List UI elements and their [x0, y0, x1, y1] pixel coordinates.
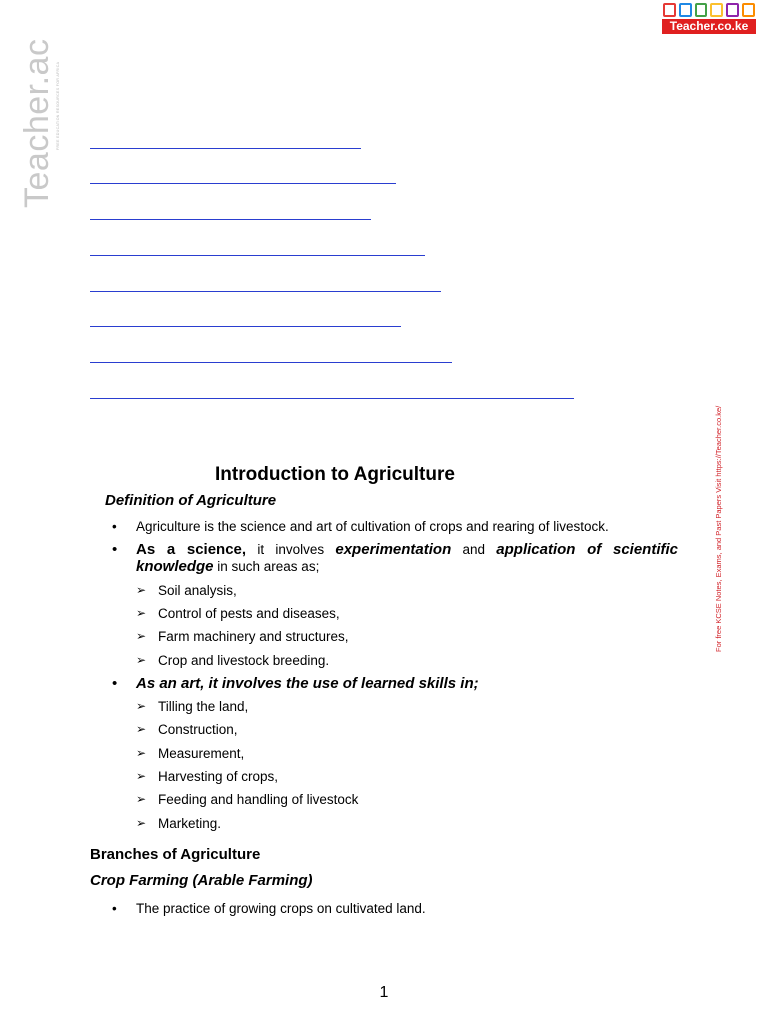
bullet-icon: •: [112, 519, 117, 534]
sub-item-text: Feeding and handling of livestock: [158, 792, 359, 807]
logo-box: [710, 3, 723, 17]
sub-item-text: Soil analysis,: [158, 583, 237, 598]
logo-text: Teacher.co.ke: [662, 19, 756, 34]
toc-link-line[interactable]: [90, 255, 425, 256]
definition-heading: Definition of Agriculture: [105, 492, 277, 509]
arrow-icon: ➢: [136, 629, 147, 643]
logo-box: [663, 3, 676, 17]
bullet-plain: it involves: [246, 542, 336, 557]
bullet-plain: and: [451, 542, 497, 557]
toc-link-line[interactable]: [90, 183, 396, 184]
toc-link-line[interactable]: [90, 219, 371, 220]
bullet-plain: in such areas as;: [213, 559, 320, 574]
sub-item-text: Construction,: [158, 722, 238, 737]
list-item: [112, 541, 678, 577]
logo-box: [695, 3, 708, 17]
bullet-emphasis: application of scientific knowledge: [136, 541, 678, 575]
arrow-icon: ➢: [136, 606, 147, 620]
arrow-icon: ➢: [136, 769, 147, 783]
logo-box: [742, 3, 755, 17]
toc-link-line[interactable]: [90, 398, 574, 399]
toc-link-line[interactable]: [90, 148, 361, 149]
branches-heading: Branches of Agriculture: [90, 846, 261, 863]
arrow-icon: ➢: [136, 792, 147, 806]
watermark-main: Teacher.ac: [18, 38, 56, 208]
logo-box: [726, 3, 739, 17]
side-note[interactable]: For free KCSE Notes, Exams, and Past Papers Visit https://Teacher.co.ke/: [714, 405, 723, 652]
bullet-icon: •: [112, 541, 118, 558]
watermark-sub: FREE EDUCATION RESOURCES FOR AFRICA: [56, 61, 60, 150]
bullet-icon: •: [112, 901, 117, 916]
arrow-icon: ➢: [136, 653, 147, 667]
arrow-icon: ➢: [136, 583, 147, 597]
bullet-text: As an art, it involves the use of learned skills in;: [136, 675, 479, 692]
arrow-icon: ➢: [136, 816, 147, 830]
toc-link-line[interactable]: [90, 291, 441, 292]
sub-item-text: Marketing.: [158, 816, 222, 831]
arrow-icon: ➢: [136, 722, 147, 736]
bullet-text: Agriculture is the science and art of cultivation of crops and rearing of livestock.: [136, 519, 609, 534]
toc-link-line[interactable]: [90, 362, 452, 363]
arrow-icon: ➢: [136, 699, 147, 713]
sub-item-text: Tilling the land,: [158, 699, 249, 714]
page-title: Introduction to Agriculture: [215, 464, 455, 485]
page-number: 1: [379, 984, 389, 1001]
logo-color-boxes: [662, 3, 756, 17]
sub-item-text: Farm machinery and structures,: [158, 629, 349, 644]
bullet-bold: As a science,: [136, 541, 247, 558]
teacher-logo: [662, 3, 756, 35]
toc-link-line[interactable]: [90, 326, 401, 327]
sub-item-text: Crop and livestock breeding.: [158, 653, 330, 668]
sub-item-text: Control of pests and diseases,: [158, 606, 340, 621]
bullet-icon: •: [112, 675, 118, 692]
arrow-icon: ➢: [136, 746, 147, 760]
bullet-text: [136, 541, 678, 575]
bullet-emphasis: experimentation: [335, 541, 452, 558]
bullet-text: The practice of growing crops on cultivated land.: [136, 901, 426, 916]
crop-farming-heading: Crop Farming (Arable Farming): [90, 872, 313, 889]
logo-box: [679, 3, 692, 17]
sub-item-text: Harvesting of crops,: [158, 769, 279, 784]
sub-item-text: Measurement,: [158, 746, 245, 761]
